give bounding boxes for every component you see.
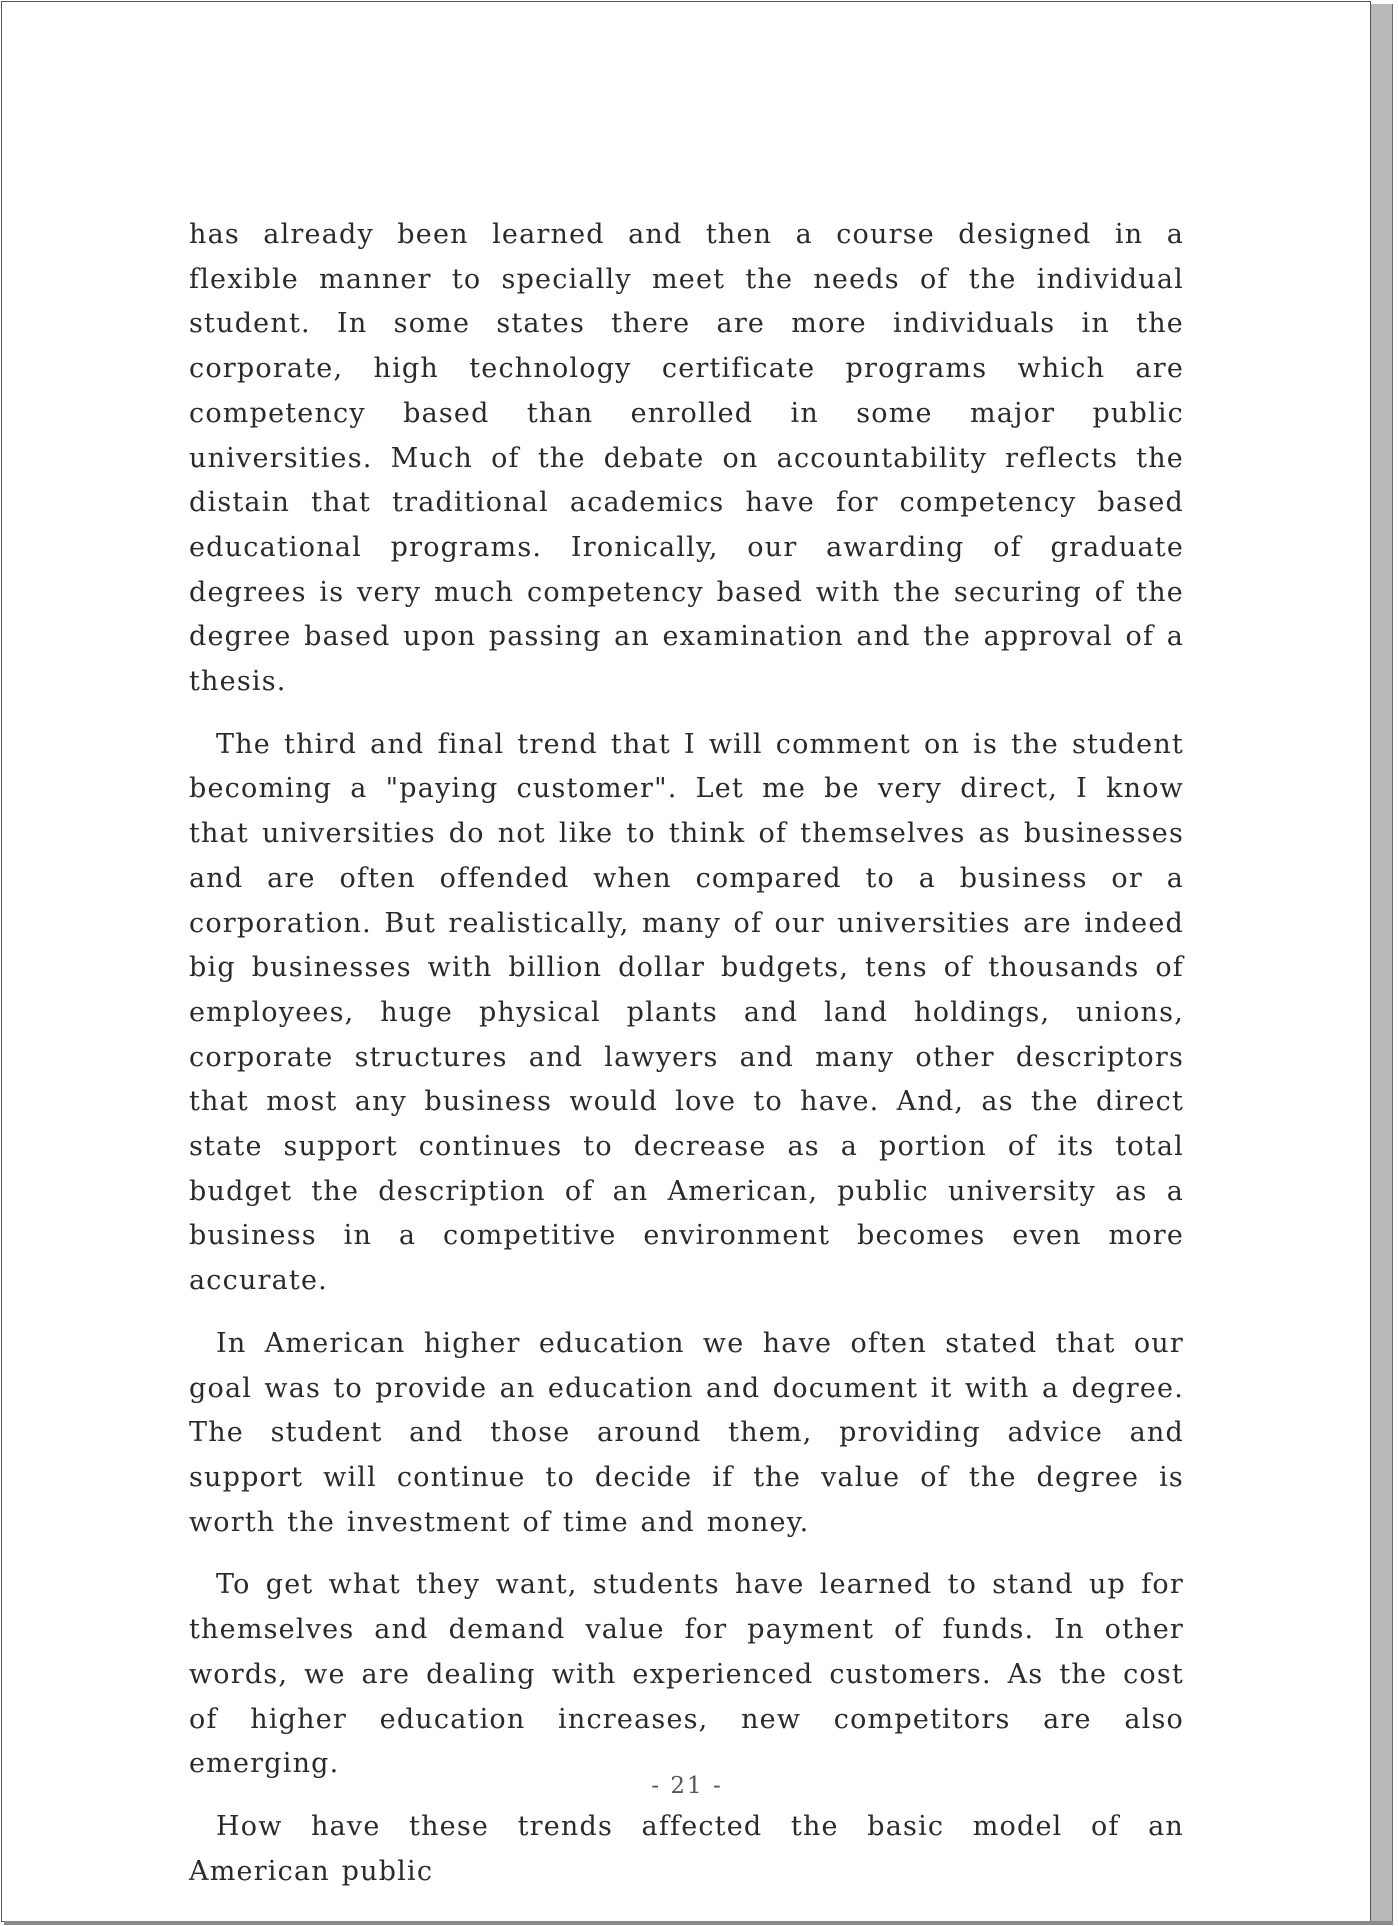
page-shadow-right xyxy=(1371,4,1393,1924)
page-number: - 21 - xyxy=(651,1773,723,1799)
paragraph-third-trend: The third and final trend that I will comment on is the student becoming a "paying customer". Let me be very direct, I know that universities do not like to think of themselves as businesses and are often offended when compared to a business or a corporation. But realistically, many of our universities are indeed big businesses with billion dollar budgets, tens of thousands of employees, huge physical plants and land holdings, unions, corporate structures and lawyers and many other descriptors that most any business would love to have. And, as the direct state support continues to decrease as a portion of its total budget the description of an American, public university as a business in a competitive environment becomes even more accurate. xyxy=(189,728,1184,1297)
paragraph-trends-question: How have these trends affected the basic model of an American public xyxy=(189,1810,1184,1887)
paragraph-continuation: has already been learned and then a course designed in a flexible manner to specially meet the needs of the individual student. In some states there are more individuals in the corporate, high technology certificate programs which are competency based than enrolled in some major public universities. Much of the debate on accountability reflects the distain that traditional academics have for competency based educational programs. Ironically, our awarding of graduate degrees is very much competency based with the securing of the degree based upon passing an examination and the approval of a thesis. xyxy=(189,219,1184,698)
page-shadow-bottom xyxy=(4,1921,1393,1925)
document-page xyxy=(1,1,1371,1922)
paragraph-higher-education-goal: In American higher education we have often stated that our goal was to provide an education and document it with a degree. The student and those around them, providing advice and support will continue to decide if the value of the degree is worth the investment of time and money. xyxy=(189,1327,1184,1538)
body-text xyxy=(189,213,1184,1912)
paragraph-experienced-customers: To get what they want, students have learned to stand up for themselves and demand value for payment of funds. In other words, we are dealing with experienced customers. As the cost of higher education increases, new competitors are also emerging. xyxy=(189,1569,1184,1780)
